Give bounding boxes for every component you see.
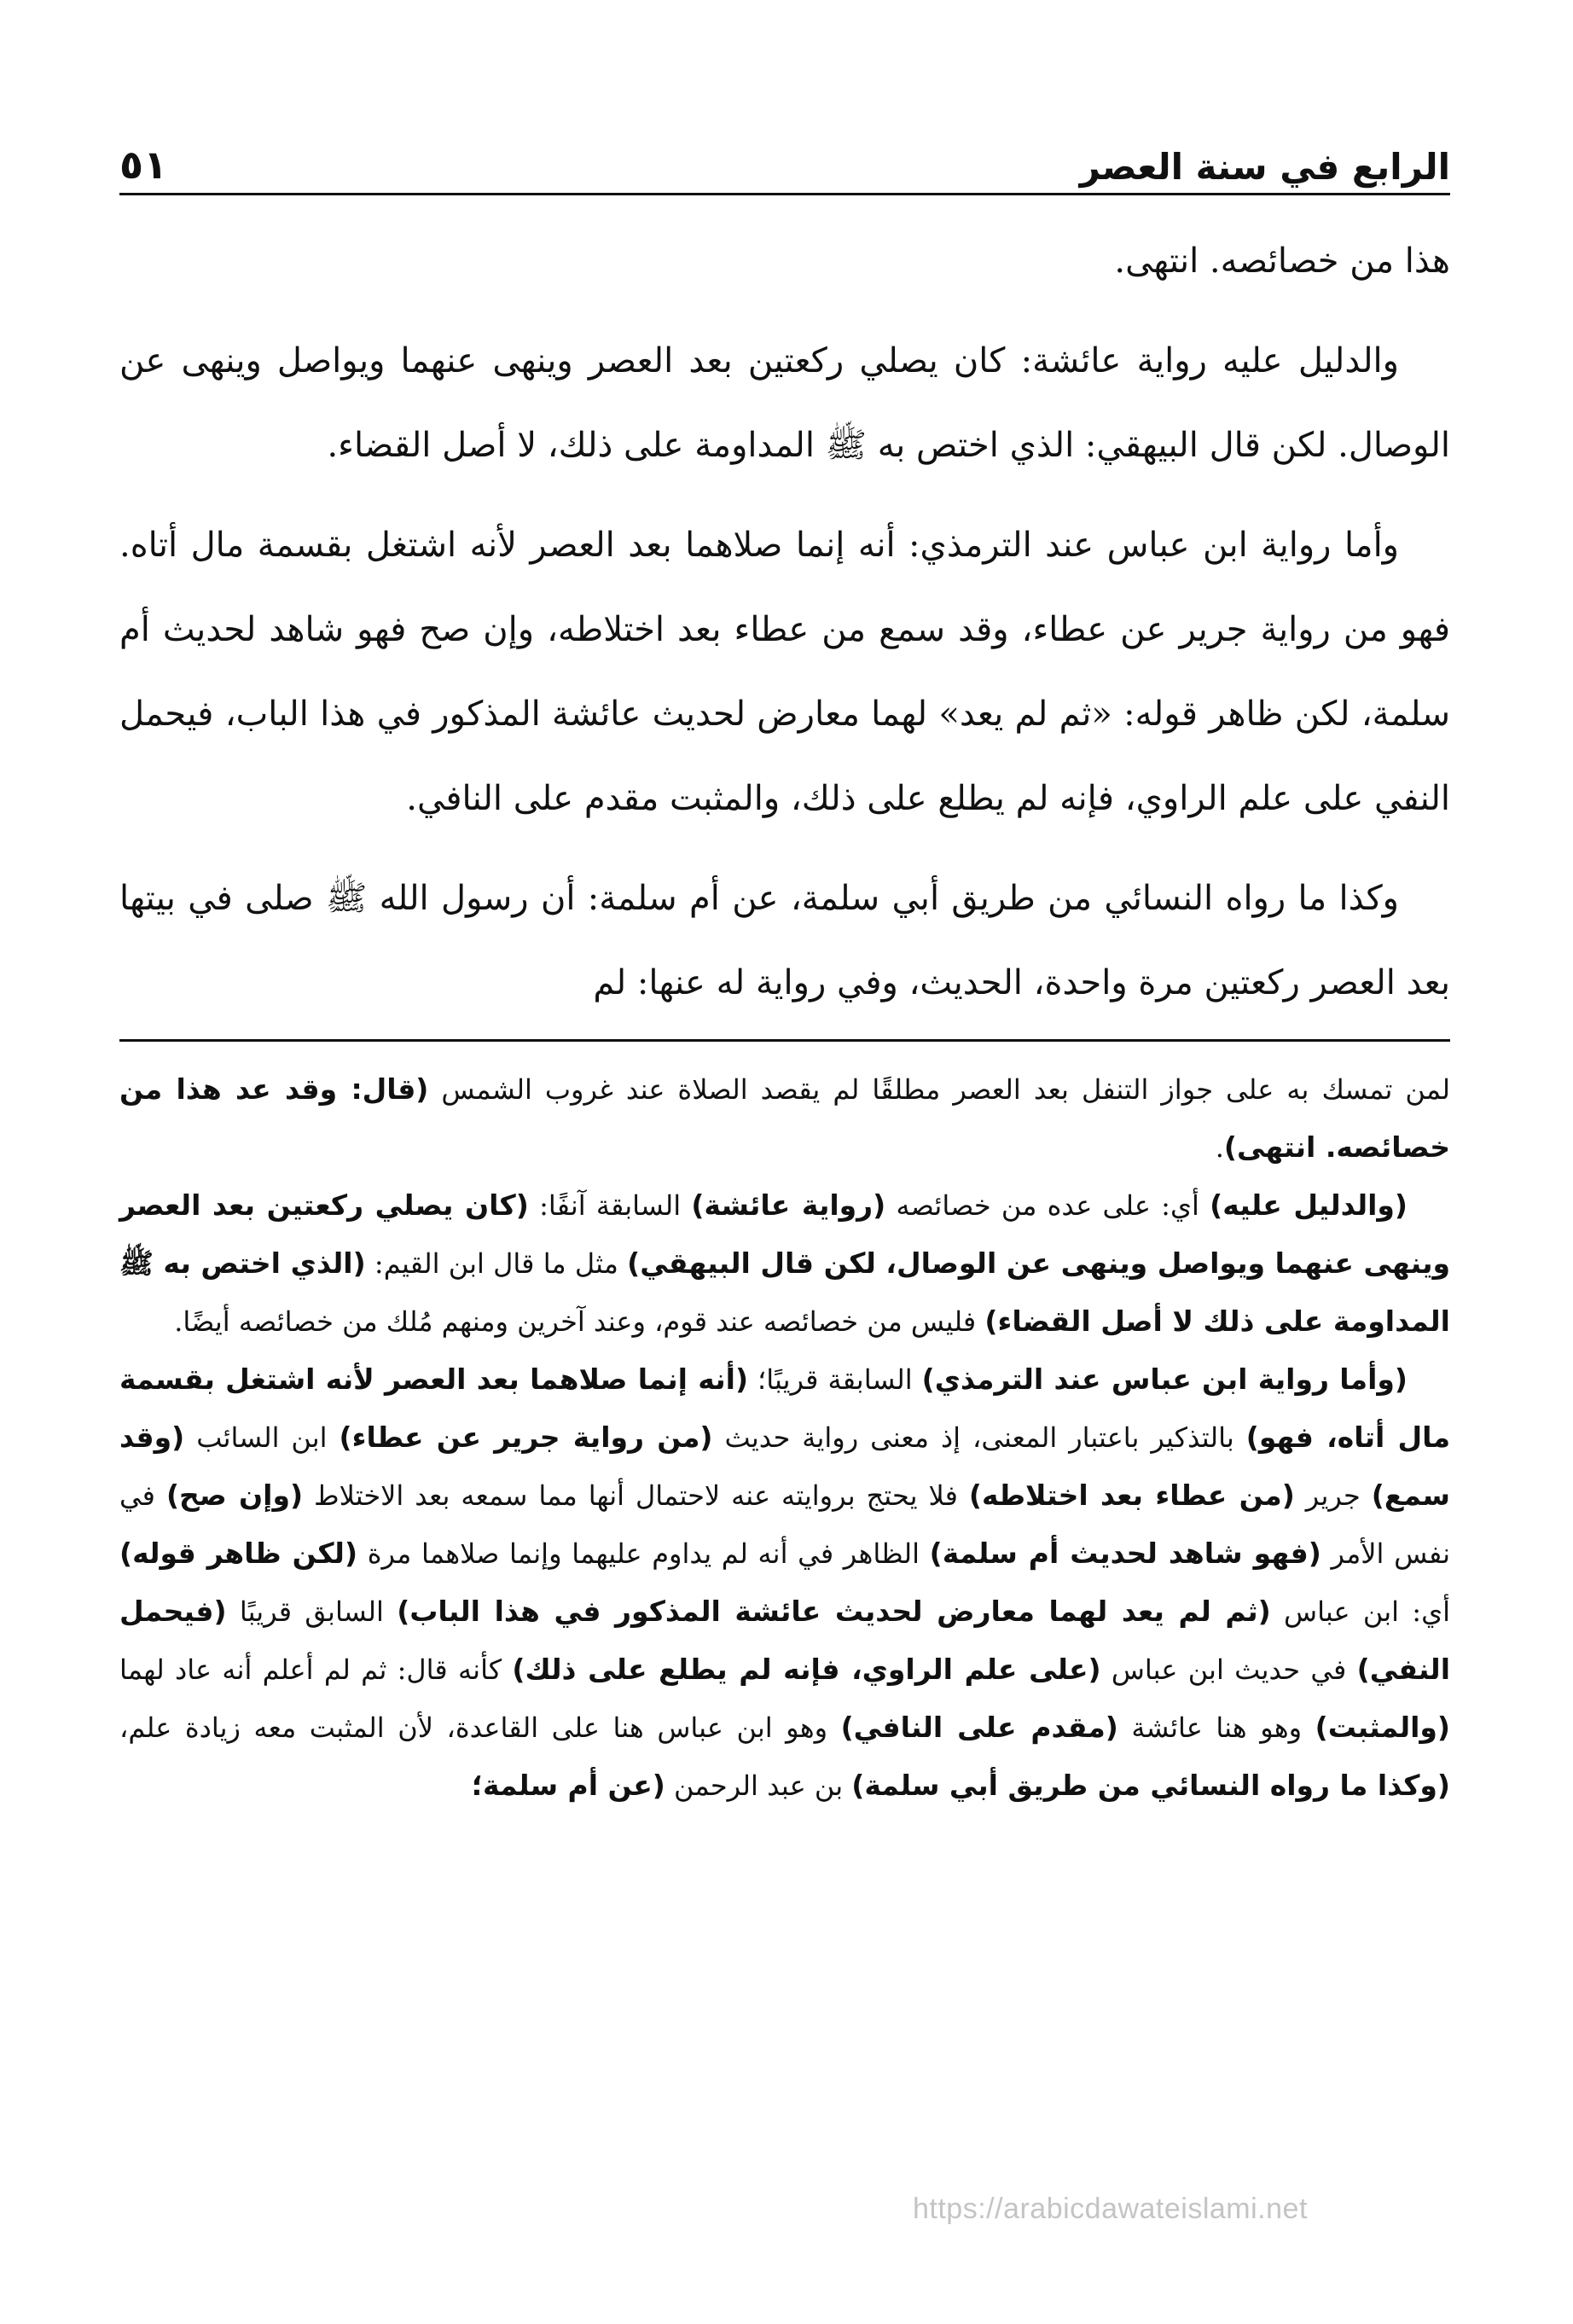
footnote-text: السابق قريبًا: [226, 1595, 398, 1628]
footnote-quote: (وأما رواية ابن عباس عند الترمذي): [921, 1362, 1408, 1396]
footnote-divider: [119, 1039, 1450, 1042]
footnote-text: فلا يحتج بروايته عنه لاحتمال أنها مما سمعه بعد الاختلاط: [303, 1479, 969, 1512]
footnote-quote: (عن أم سلمة؛: [471, 1769, 665, 1802]
footnote-paragraph-2: [119, 1177, 1450, 1351]
main-paragraph-3: وأما رواية ابن عباس عند الترمذي: أنه إنما صلاهما بعد العصر لأنه اشتغل بقسمة مال أتاه. فهو من رواية جرير عن عطاء، وقد سمع من عطاء بعد اختلاطه، وإن صح فهو شاهد لحديث أم سلمة، لكن ظاهر قوله: «ثم لم يعد» لهما معارض لحديث عائشة المذكور في هذا الباب، فيحمل النفي على علم الراوي، فإنه لم يطلع على ذلك، والمثبت مقدم على النافي.: [119, 526, 1450, 818]
footnote-text: في نفس الأمر: [119, 1479, 1451, 1570]
footnote-quote: (الذي اختص به ﷺ المداومة على ذلك لا أصل القضاء): [119, 1246, 1450, 1338]
footnote-quote: (قال: وقد عد هذا من خصائصه. انتهى): [119, 1072, 1450, 1164]
footnote-text: وهو هنا عائشة: [1117, 1711, 1315, 1744]
main-text: [119, 219, 1450, 1025]
footnote-text: بالتذكير باعتبار المعنى، إذ معنى رواية حديث: [712, 1421, 1246, 1454]
footnote-quote: (مقدم على النافي): [840, 1711, 1118, 1744]
footnote-quote: (والدليل عليه): [1210, 1188, 1408, 1222]
footnote-quote: (والمثبت): [1315, 1711, 1451, 1744]
footnote-quote: (وكذا ما رواه النسائي من طريق أبي سلمة): [851, 1769, 1450, 1802]
footnote-text: .: [1215, 1131, 1224, 1164]
footnote-text: الظاهر في أنه لم يداوم عليهما وإنما صلاهما مرة: [357, 1537, 930, 1570]
footnote-text: فليس من خصائصه عند قوم، وعند آخرين ومنهم مُلك من خصائصه أيضًا.: [174, 1305, 985, 1338]
footnote-text: بن عبد الرحمن: [665, 1769, 852, 1802]
footnote-quote: (فيحمل النفي): [119, 1595, 1451, 1686]
footnote-quote: (رواية عائشة): [691, 1188, 886, 1222]
footnote-quote: (فهو شاهد لحديث أم سلمة): [929, 1537, 1321, 1570]
footnote-text: أي: ابن عباس: [1270, 1595, 1451, 1628]
footnote-quote: (أنه إنما صلاهما بعد العصر لأنه اشتغل بقسمة مال أتاه، فهو): [119, 1362, 1450, 1454]
footnote-text: السابقة قريبًا؛: [748, 1363, 922, 1396]
footnote-paragraph-1: [119, 1060, 1450, 1177]
footnote-quote: (لكن ظاهر قوله): [119, 1537, 358, 1570]
footnote-quote: (من عطاء بعد اختلاطه): [968, 1479, 1295, 1512]
main-paragraph-2: والدليل عليه رواية عائشة: كان يصلي ركعتين بعد العصر وينهى عنهما ويواصل وينهى عن الوصال. لكن قال البيهقي: الذي اختص به ﷺ المداومة على ذلك، لا أصل القضاء.: [119, 341, 1450, 465]
footnote-text: لمن تمسك به على جواز التنفل بعد العصر مطلقًا لم يقصد الصلاة عند غروب الشمس: [428, 1073, 1450, 1106]
footnote-text: ابن السائب: [184, 1421, 340, 1454]
footnote-quote: (على علم الراوي، فإنه لم يطلع على ذلك): [512, 1653, 1101, 1686]
footnotes: [119, 1060, 1450, 1815]
footnote-text: جرير: [1294, 1479, 1372, 1512]
footnote-quote: (من رواية جرير عن عطاء): [339, 1421, 713, 1454]
footnote-text: السابقة آنفًا:: [528, 1189, 692, 1222]
book-page: [119, 128, 1450, 1815]
source-watermark: https://arabicdawateislami.net: [913, 2193, 1308, 2225]
footnote-text: أي: على عده من خصائصه: [885, 1189, 1210, 1222]
footnote-quote: (ثم لم يعد لهما معارض لحديث عائشة المذكور في هذا الباب): [397, 1595, 1271, 1628]
footnote-paragraph-3: [119, 1351, 1450, 1815]
page-number: ٥١: [119, 142, 168, 188]
running-title: الرابع في سنة العصر: [1079, 146, 1450, 188]
footnote-text: في حديث ابن عباس: [1100, 1653, 1357, 1686]
footnote-text: وهو ابن عباس هنا على القاعدة، لأن المثبت معه زيادة علم،: [119, 1711, 841, 1744]
footnote-quote: (وإن صح): [165, 1479, 304, 1512]
footnote-quote: (وقد سمع): [119, 1421, 1450, 1512]
page-header: [119, 128, 1450, 195]
main-paragraph-4: وكذا ما رواه النسائي من طريق أبي سلمة، عن أم سلمة: أن رسول الله ﷺ صلى في بيتها بعد العصر ركعتين مرة واحدة، الحديث، وفي رواية له عنها: لم: [119, 879, 1450, 1002]
main-paragraph-1: هذا من خصائصه. انتهى.: [1114, 241, 1450, 281]
footnote-quote: (كان يصلي ركعتين بعد العصر وينهى عنهما ويواصل وينهى عن الوصال، لكن قال البيهقي): [119, 1188, 1451, 1280]
footnote-text: كأنه قال: ثم لم أعلم أنه عاد لهما: [119, 1653, 513, 1686]
footnote-text: مثل ما قال ابن القيم:: [365, 1247, 628, 1280]
